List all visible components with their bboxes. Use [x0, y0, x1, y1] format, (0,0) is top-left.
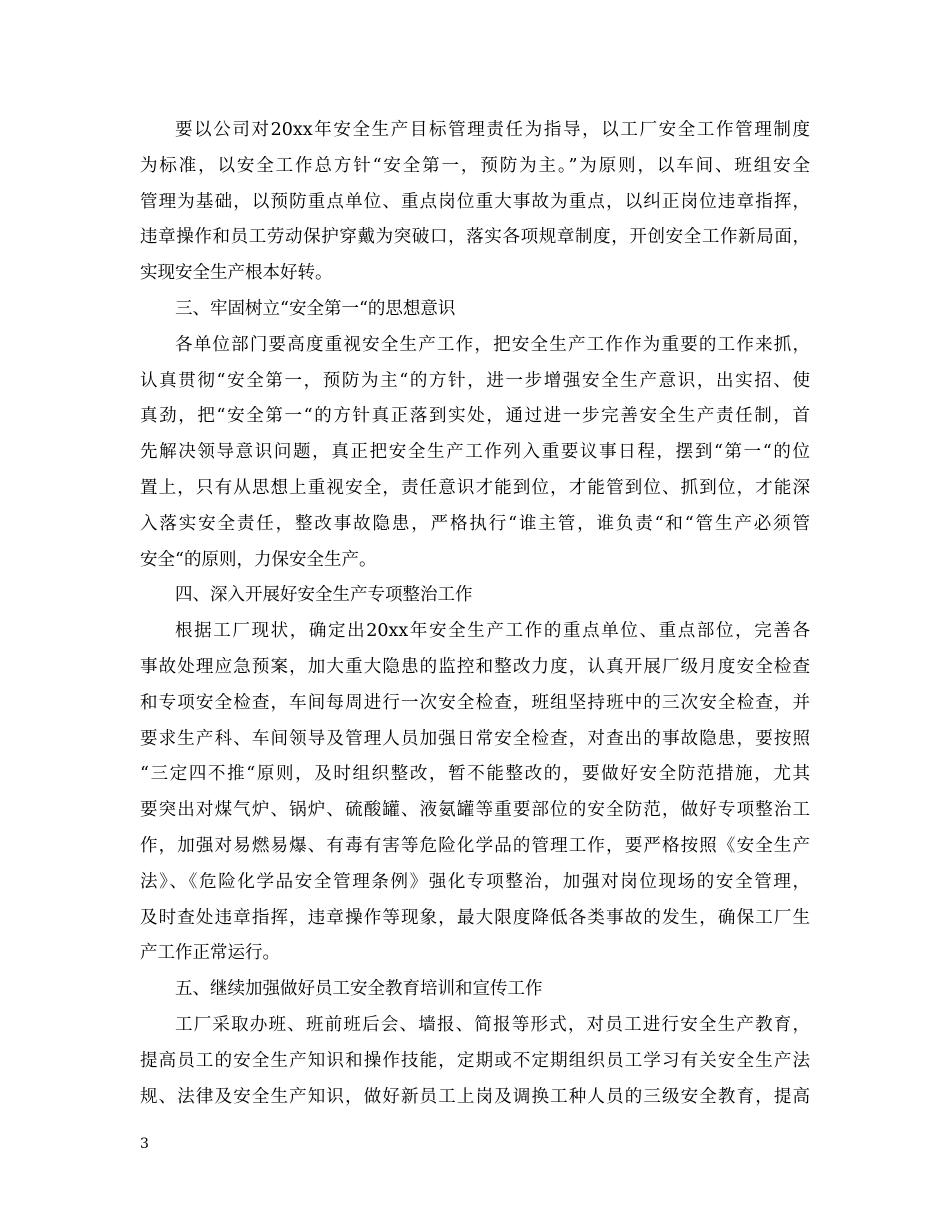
text-line: 要求生产科、车间领导及管理人员加强日常安全检查，对查出的事故隐患，要按照	[140, 728, 810, 749]
text-line: 和专项安全检查，车间每周进行一次安全检查，班组坚持班中的三次安全检查，并	[140, 692, 810, 713]
text-line: 入落实安全责任，整改事故隐患，严格执行“谁主管，谁负责“和“管生产必须管	[140, 513, 810, 534]
text-line: 三、牢固树立“安全第一“的思想意识	[175, 298, 456, 319]
text-line: 及时查处违章指挥，违章操作等现象，最大限度降低各类事故的发生，确保工厂生	[140, 907, 810, 928]
text-line: 规、法律及安全生产知识，做好新员工上岗及调换工种人员的三级安全教育，提高	[140, 1086, 810, 1107]
text-line: 先解决领导意识问题，真正把安全生产工作列入重要议事日程，摆到“第一“的位	[140, 442, 810, 463]
text-line: 真劲，把“安全第一“的方针真正落到实处，通过进一步完善安全生产责任制，首	[140, 406, 810, 427]
text-line: 为标准，以安全工作总方针“安全第一，预防为主。”为原则，以车间、班组安全	[140, 155, 810, 176]
document-body	[140, 113, 810, 1115]
text-line: 各单位部门要高度重视安全生产工作，把安全生产工作作为重要的工作来抓，	[175, 334, 810, 355]
text-line: 产工作正常运行。	[140, 943, 280, 964]
text-line: 法》、《危险化学品安全管理条例》强化专项整治，加强对岗位现场的安全管理，	[140, 871, 810, 892]
text-line: 安全“的原则，力保安全生产。	[140, 549, 377, 570]
text-line: 根据工厂现状，确定出20xx年安全生产工作的重点单位、重点部位，完善各	[175, 621, 810, 642]
text-line: 事故处理应急预案，加大重大隐患的监控和整改力度，认真开展厂级月度安全检查	[140, 656, 810, 677]
text-line: 五、继续加强做好员工安全教育培训和宣传工作	[175, 979, 543, 1000]
text-line: 违章操作和员工劳动保护穿戴为突破口，落实各项规章制度，开创安全工作新局面，	[140, 227, 810, 248]
text-line: 四、深入开展好安全生产专项整治工作	[175, 585, 473, 606]
text-line: 提高员工的安全生产知识和操作技能，定期或不定期组织员工学习有关安全生产法	[140, 1050, 810, 1071]
text-line: 要以公司对20xx年安全生产目标管理责任为指导，以工厂安全工作管理制度	[175, 120, 810, 140]
text-line: 管理为基础，以预防重点单位、重点岗位重大事故为重点，以纠正岗位违章指挥，	[140, 191, 810, 212]
text-line: 置上，只有从思想上重视安全，责任意识才能到位，才能管到位、抓到位，才能深	[140, 477, 810, 498]
text-line: 工厂采取办班、班前班后会、墙报、简报等形式，对员工进行安全生产教育，	[175, 1014, 810, 1035]
text-line: “三定四不推“原则，及时组织整改，暂不能整改的，要做好安全防范措施，尤其	[140, 764, 810, 785]
text-line: 实现安全生产根本好转。	[140, 263, 333, 284]
page-number: 3	[140, 1136, 149, 1152]
text-line: 作，加强对易燃易爆、有毒有害等危险化学品的管理工作，要严格按照《安全生产	[140, 835, 810, 856]
text-line: 认真贯彻“安全第一，预防为主“的方针，进一步增强安全生产意识，出实招、使	[140, 370, 810, 391]
text-line: 要突出对煤气炉、锅炉、硫酸罐、液氨罐等重要部位的安全防范，做好专项整治工	[140, 800, 810, 821]
